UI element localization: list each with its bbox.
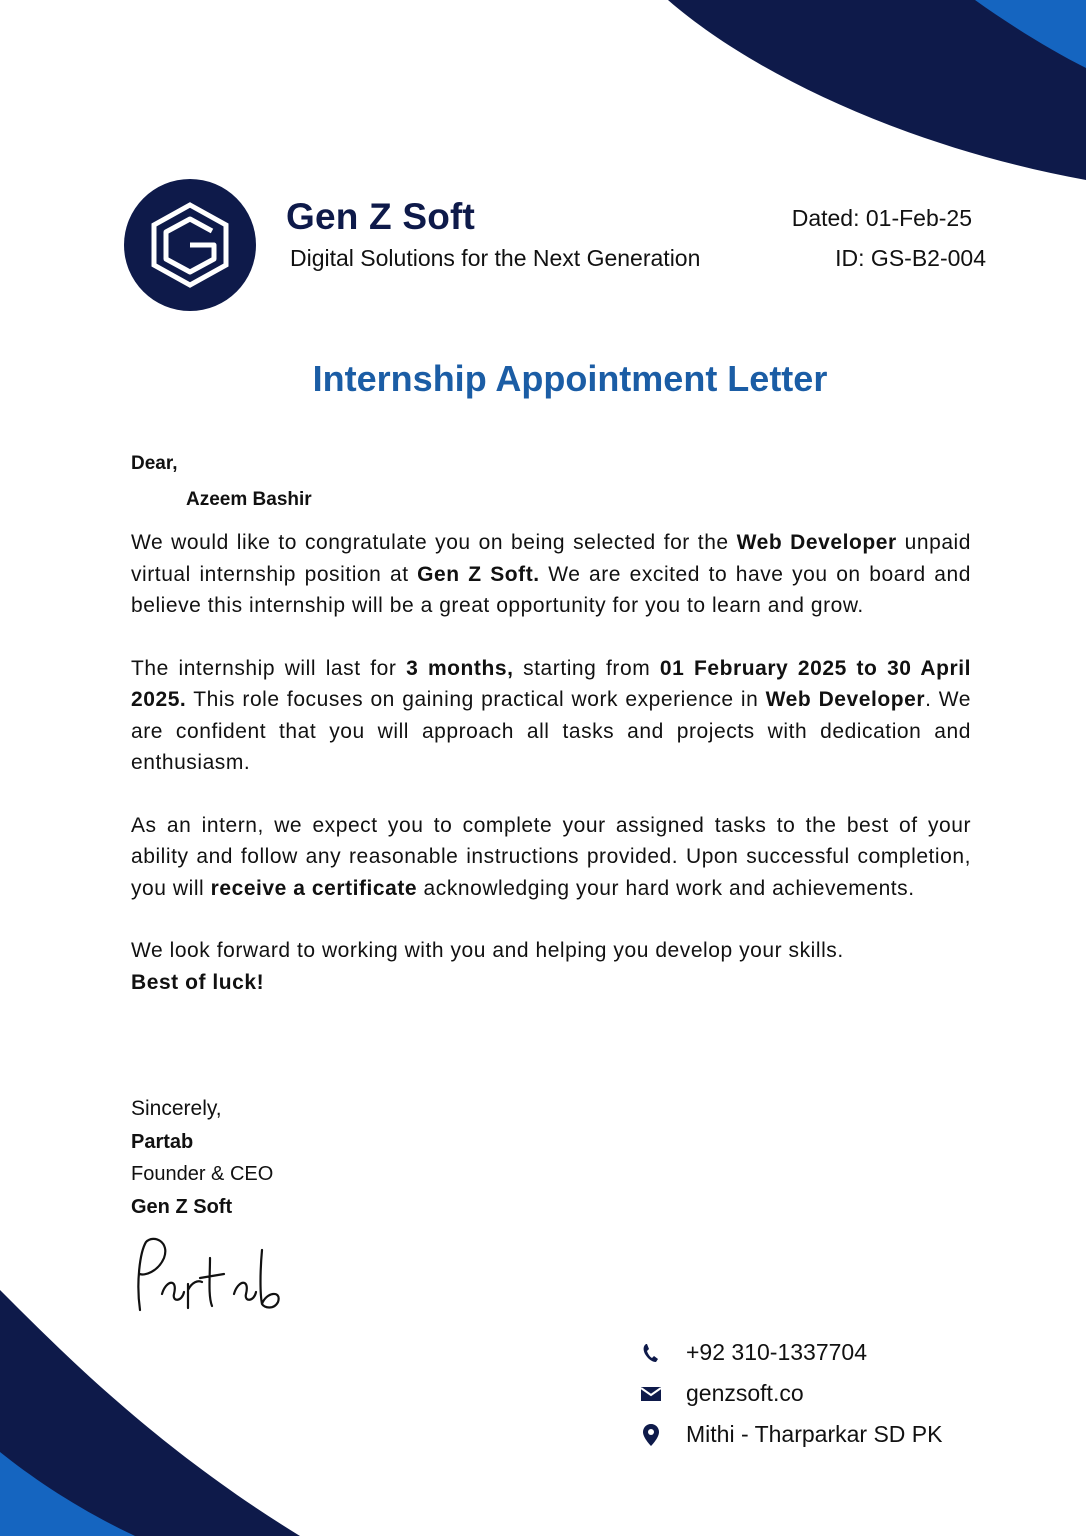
contact-web-text: genzsoft.co xyxy=(686,1380,804,1406)
signer-company: Gen Z Soft xyxy=(131,1195,233,1218)
contact-phone-text: +92 310-1337704 xyxy=(686,1339,867,1365)
location-pin-icon xyxy=(638,1422,664,1448)
letter-title: Internship Appointment Letter xyxy=(312,358,828,399)
contact-address xyxy=(638,1414,942,1455)
contact-info xyxy=(638,1332,942,1455)
letter-body xyxy=(131,527,971,1029)
paragraph-closing: We look forward to working with you and helping you develop your skills. Best of luck! xyxy=(131,939,844,994)
contact-address-text: Mithi - Tharparkar SD PK xyxy=(686,1421,943,1447)
paragraph-selection: We would like to congratulate you on being selected for the Web Developer unpaid virtual internship position at Gen Z Soft. We are excited to have you on board and believe this internship will be a great opportunity for you to learn and grow. xyxy=(131,531,971,617)
company-logo xyxy=(124,179,256,311)
hexagon-g-logo-icon xyxy=(124,179,256,311)
contact-web xyxy=(638,1373,942,1414)
salutation: Dear, xyxy=(131,453,178,474)
recipient-name: Azeem Bashir xyxy=(186,489,312,510)
signer-name: Partab xyxy=(131,1130,194,1153)
signoff-block xyxy=(131,1093,273,1223)
phone-icon xyxy=(638,1340,664,1366)
paragraph-expectations: As an intern, we expect you to complete your assigned tasks to the best of your ability and follow any reasonable instructions provided. Upon successful completion, you will receive a certificate acknowledging your hard work and achievements. xyxy=(131,813,971,900)
company-name: Gen Z Soft xyxy=(286,196,476,237)
paragraph-duration: The internship will last for 3 months, starting from 01 February 2025 to 30 April 2025. This role focuses on gaining practical work experience in Web Developer. We are confident that you will approach all tasks and projects with dedication and enthusiasm. xyxy=(131,656,971,774)
contact-phone xyxy=(638,1332,942,1373)
signer-role: Founder & CEO xyxy=(131,1163,274,1185)
mail-icon xyxy=(638,1381,664,1407)
company-tagline: Digital Solutions for the Next Generation xyxy=(290,245,701,271)
handwritten-signature xyxy=(126,1232,286,1322)
letter-id: ID: GS-B2-004 xyxy=(835,245,986,271)
letter-date: Dated: 01-Feb-25 xyxy=(791,205,972,231)
closing-phrase: Sincerely, xyxy=(131,1097,222,1120)
